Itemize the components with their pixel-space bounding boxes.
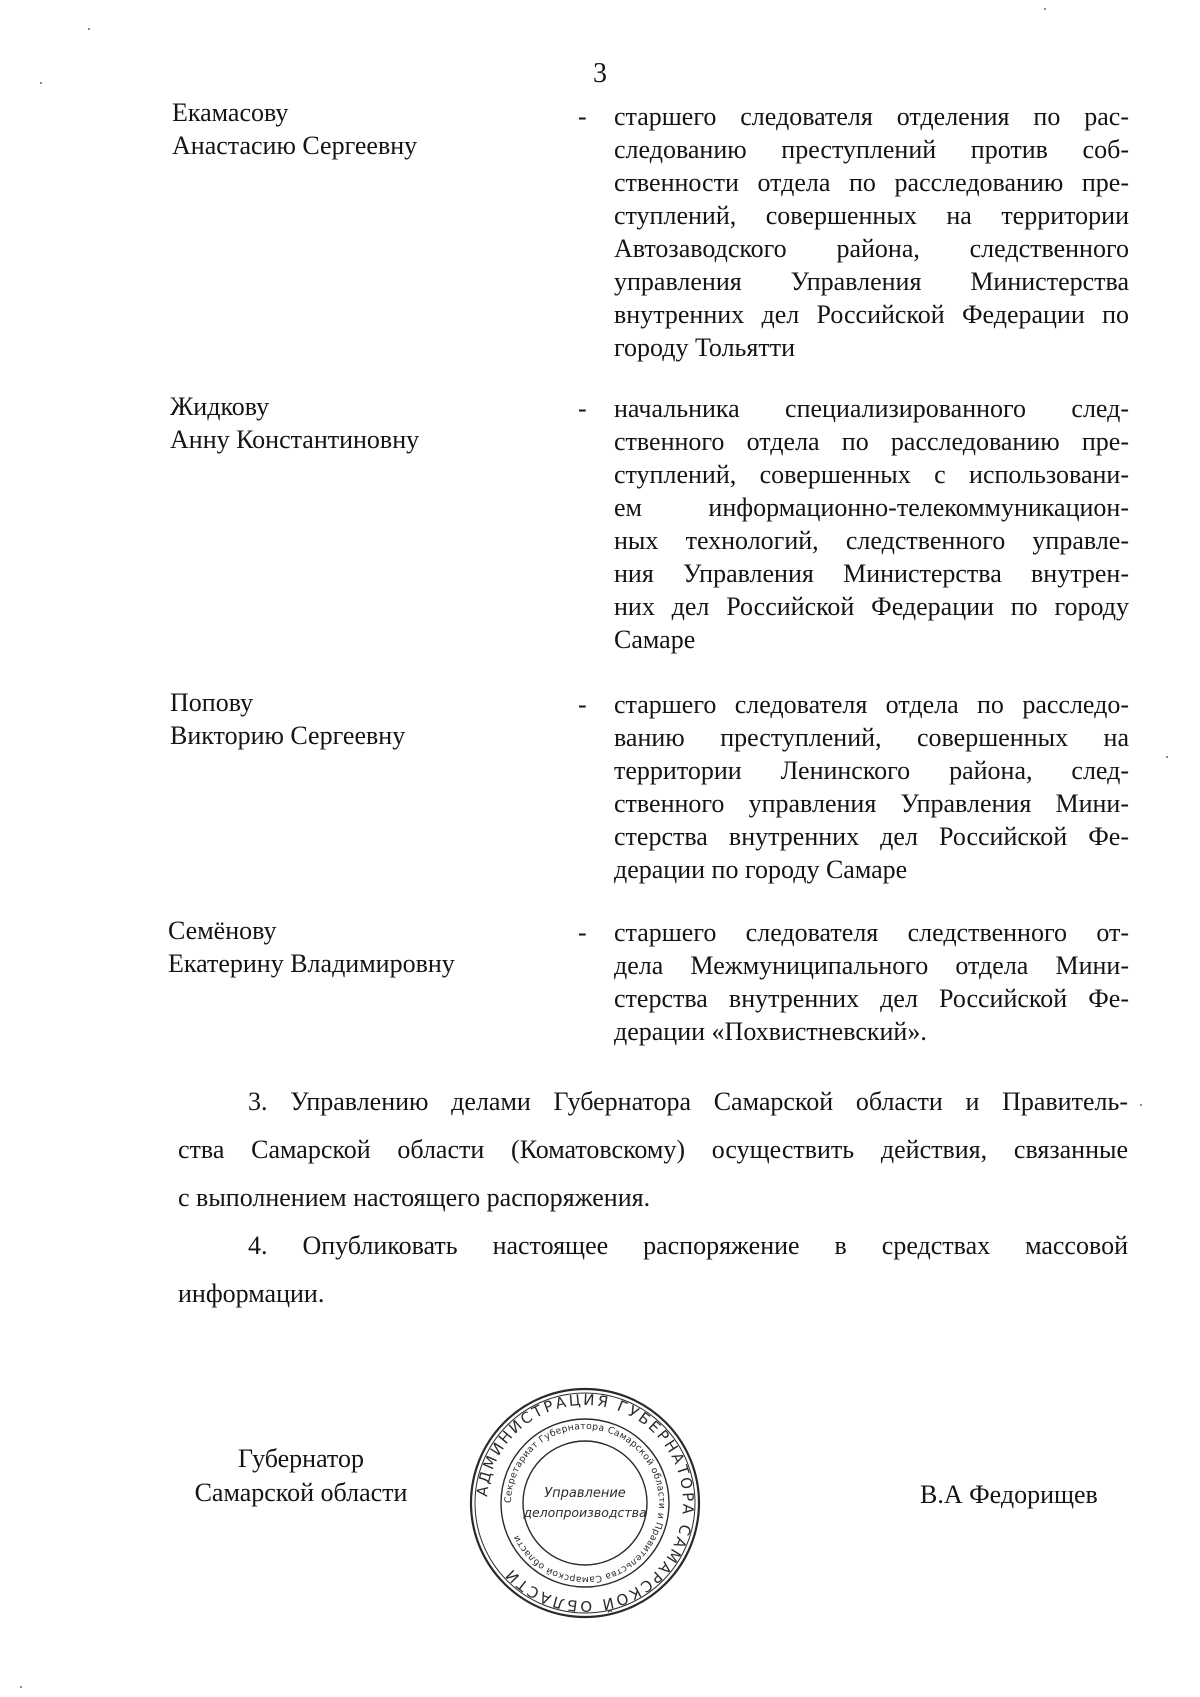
position-line: старшего следователя отдела по расследо-	[614, 690, 1129, 719]
position-line: них дел Российской Федерации по городу	[614, 592, 1129, 621]
entry-dash: -	[578, 394, 587, 423]
position-line: дела Межмуниципального отдела Мини-	[614, 951, 1129, 980]
position-line: дерации по городу Самаре	[614, 855, 908, 884]
appointee-position	[614, 392, 1129, 656]
position-line: ственного управления Управления Мини-	[614, 789, 1129, 818]
seal-inner-textpath: Секретариат Губернатора Самарской области и Правительства Самарской области	[502, 1420, 668, 1586]
scan-speck	[1166, 756, 1168, 758]
paragraph-line: информации.	[178, 1279, 325, 1308]
position-line: ступлений, совершенных с использовани-	[614, 460, 1129, 489]
entry-dash: -	[578, 690, 587, 719]
appointee-position	[614, 916, 1129, 1048]
signer-title-line: Губернатор	[238, 1444, 364, 1473]
position-line: ступлений, совершенных на территории	[614, 201, 1129, 230]
scan-speck	[40, 82, 42, 84]
appointee-surname: Екамасову	[172, 98, 289, 127]
appointee-surname: Попову	[170, 688, 254, 717]
scan-speck	[1140, 1104, 1142, 1106]
paragraph-item-3	[178, 1078, 1128, 1222]
official-seal-stamp	[467, 1385, 703, 1621]
appointee-name	[170, 686, 530, 752]
appointee-position	[614, 688, 1129, 886]
position-line: стерства внутренних дел Российской Фе-	[614, 822, 1129, 851]
appointee-name	[168, 914, 528, 980]
seal-center-line: делопроизводства	[523, 1505, 647, 1520]
signer-title-line: Самарской области	[194, 1478, 408, 1507]
signer-name: В.А Федорищев	[920, 1480, 1098, 1509]
signer-title	[166, 1442, 436, 1510]
appointee-given-names: Анастасию Сергеевну	[172, 131, 418, 160]
position-line: городу Тольятти	[614, 333, 796, 362]
scan-speck	[88, 28, 90, 30]
position-line: ственного отдела по расследованию пре-	[614, 427, 1129, 456]
scan-speck	[1044, 8, 1046, 10]
position-line: ем информационно-телекоммуникацион-	[614, 493, 1129, 522]
position-line: внутренних дел Российской Федерации по	[614, 300, 1129, 329]
position-line: ных технологий, следственного управле-	[614, 526, 1129, 555]
position-line: ванию преступлений, совершенных на	[614, 723, 1129, 752]
position-line: дерации «Похвистневский».	[614, 1017, 927, 1046]
page-number: 3	[593, 58, 607, 89]
position-line: следованию преступлений против соб-	[614, 135, 1129, 164]
position-line: стерства внутренних дел Российской Фе-	[614, 984, 1129, 1013]
position-line: ственности отдела по расследованию пре-	[614, 168, 1129, 197]
position-line: старшего следователя следственного от-	[614, 918, 1129, 947]
position-line: Автозаводского района, следственного	[614, 234, 1129, 263]
appointee-given-names: Викторию Сергеевну	[170, 721, 406, 750]
appointee-surname: Жидкову	[170, 392, 270, 421]
position-line: ния Управления Министерства внутрен-	[614, 559, 1129, 588]
paragraph-item-4	[178, 1222, 1128, 1318]
scan-speck	[20, 1686, 22, 1688]
position-line: Самаре	[614, 625, 696, 654]
seal-center-line: Управление	[544, 1486, 626, 1501]
entry-dash: -	[578, 918, 587, 947]
appointee-given-names: Екатерину Владимировну	[168, 949, 455, 978]
position-line: территории Ленинского района, след-	[614, 756, 1129, 785]
appointee-surname: Семёнову	[168, 916, 277, 945]
position-line: старшего следователя отделения по рас-	[614, 102, 1129, 131]
appointee-name	[172, 96, 532, 162]
appointee-name	[170, 390, 530, 456]
paragraph-line: 3. Управлению делами Губернатора Самарской области и Правитель-	[248, 1087, 1128, 1116]
seal-inner-text	[503, 1421, 667, 1585]
entry-dash: -	[578, 102, 587, 131]
seal-outer-textpath: АДМИНИСТРАЦИЯ ГУБЕРНАТОРА САМАРСКОЙ ОБЛАСТИ	[473, 1390, 698, 1616]
position-line: начальника специализированного след-	[614, 394, 1129, 423]
paragraph-line: 4. Опубликовать настоящее распоряжение в средствах массовой	[248, 1231, 1128, 1260]
paragraph-line: ства Самарской области (Коматовскому) осуществить действия, связанные	[178, 1135, 1128, 1164]
appointee-given-names: Анну Константиновну	[170, 425, 420, 454]
appointee-position	[614, 100, 1129, 364]
paragraph-line: с выполнением настоящего распоряжения.	[178, 1183, 651, 1212]
seal-graphic	[467, 1385, 703, 1621]
position-line: управления Управления Министерства	[614, 267, 1129, 296]
